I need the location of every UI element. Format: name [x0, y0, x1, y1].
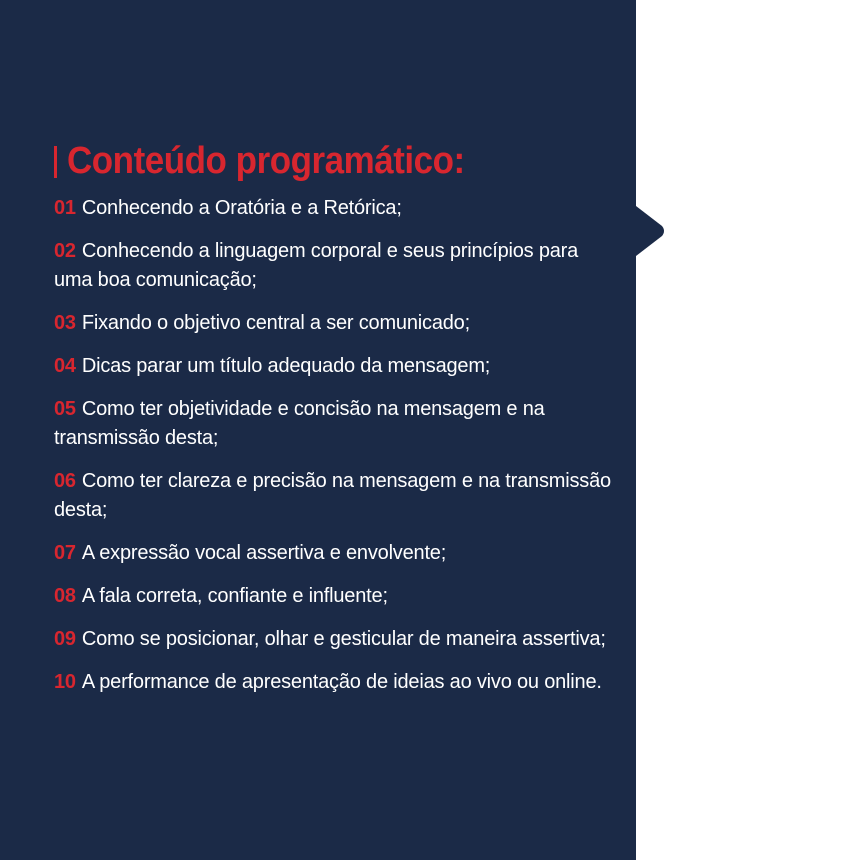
- item-number: 09: [54, 628, 76, 650]
- list-item: [54, 352, 614, 381]
- item-text: A performance de apresentação de ideias ao vivo ou online.: [81, 671, 602, 693]
- list-item: [54, 395, 614, 453]
- title-text: Conteúdo programático:: [67, 139, 465, 182]
- item-text: Conhecendo a linguagem corporal e seus princípios para uma boa comunicação;: [54, 240, 579, 291]
- list-item: [54, 309, 614, 338]
- item-number: 08: [54, 585, 76, 607]
- list-item: [54, 467, 614, 525]
- list-item: [54, 539, 614, 568]
- item-number: 06: [54, 470, 76, 492]
- program-content: [54, 136, 614, 711]
- item-number: 04: [54, 355, 76, 377]
- item-text: Como ter objetividade e concisão na mensagem e na transmissão desta;: [54, 398, 545, 449]
- item-number: 02: [54, 240, 76, 262]
- item-number: 07: [54, 542, 76, 564]
- item-text: Como se posicionar, olhar e gesticular de maneira assertiva;: [81, 628, 606, 650]
- item-number: 01: [54, 197, 76, 219]
- item-text: A expressão vocal assertiva e envolvente;: [81, 542, 447, 564]
- title-accent-bar: [54, 146, 57, 178]
- item-text: A fala correta, confiante e influente;: [81, 585, 388, 607]
- section-title: [54, 136, 614, 186]
- item-text: Dicas parar um título adequado da mensagem;: [81, 355, 491, 377]
- list-item: [54, 582, 614, 611]
- item-number: 03: [54, 312, 76, 334]
- item-number: 05: [54, 398, 76, 420]
- item-text: Como ter clareza e precisão na mensagem e na transmissão desta;: [54, 470, 611, 521]
- program-list: [54, 194, 614, 697]
- item-text: Fixando o objetivo central a ser comunicado;: [81, 312, 470, 334]
- list-item: [54, 668, 614, 697]
- list-item: [54, 237, 614, 295]
- item-text: Conhecendo a Oratória e a Retórica;: [81, 197, 402, 219]
- list-item: [54, 625, 614, 654]
- list-item: [54, 194, 614, 223]
- arrow-notch-icon: [636, 206, 666, 256]
- item-number: 10: [54, 671, 76, 693]
